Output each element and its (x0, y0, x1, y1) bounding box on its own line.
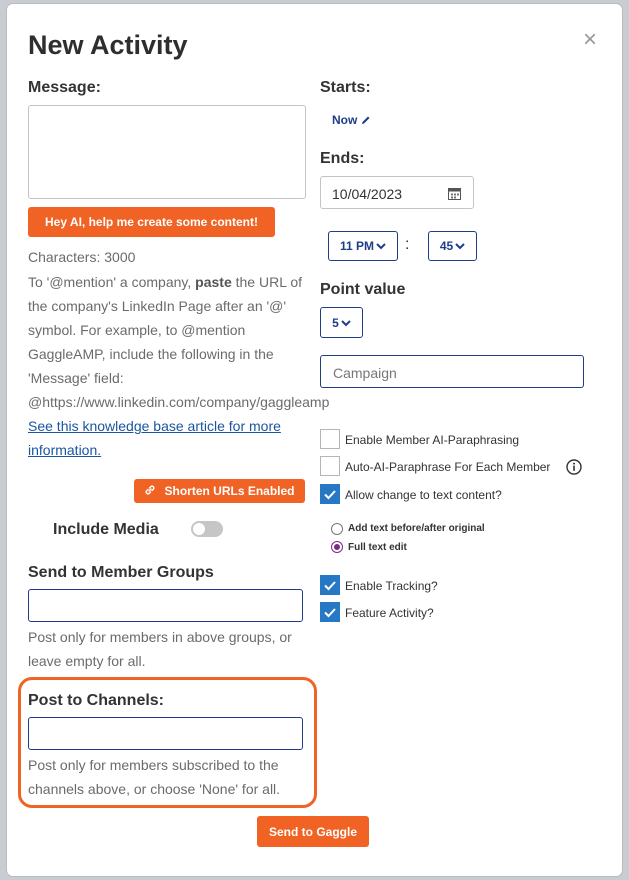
feature-label: Feature Activity? (345, 606, 434, 620)
time-separator: : (405, 236, 410, 253)
pencil-icon (361, 115, 371, 125)
mention-help: To '@mention' a company, paste the URL of the company's LinkedIn Page after an '@' symbol. For example, to @mention GaggleAMP, include the following in the 'Message' field: @https://www.linkedin.com/company/gaggleamp (28, 274, 330, 410)
tracking-checkbox[interactable] (320, 575, 340, 595)
member-groups-help: Post only for members in above groups, or leave empty for all. (28, 629, 292, 669)
calendar-icon (448, 187, 461, 200)
include-media-toggle[interactable] (191, 521, 223, 537)
radio-full-text-edit-label: Full text edit (348, 542, 407, 553)
chevron-down-icon (341, 319, 351, 327)
shorten-urls-button[interactable]: Shorten URLs Enabled (134, 479, 305, 503)
tracking-label: Enable Tracking? (345, 579, 438, 593)
characters-count: Characters: 3000 (28, 249, 136, 265)
new-activity-modal (7, 4, 622, 876)
radio-add-text[interactable] (331, 523, 343, 535)
allow-change-checkbox[interactable] (320, 484, 340, 504)
chevron-down-icon (455, 242, 465, 250)
include-media-label: Include Media (53, 521, 159, 538)
auto-paraphrase-checkbox[interactable] (320, 456, 340, 476)
point-value-label: Point value (320, 281, 406, 298)
message-label: Message: (28, 79, 101, 96)
campaign-input[interactable]: Campaign (320, 355, 584, 388)
chevron-down-icon (376, 242, 386, 250)
end-date-input[interactable]: 10/04/2023 (320, 176, 474, 209)
info-icon[interactable] (566, 459, 582, 475)
point-value-select[interactable]: 5 (320, 307, 363, 338)
ai-content-button[interactable]: Hey AI, help me create some content! (28, 207, 275, 237)
ends-label: Ends: (320, 150, 365, 167)
allow-change-label: Allow change to text content? (345, 488, 502, 502)
auto-paraphrase-label: Auto-AI-Paraphrase For Each Member (345, 460, 551, 474)
checkmark-icon (320, 575, 340, 595)
channels-label: Post to Channels: (28, 692, 165, 709)
starts-label: Starts: (320, 79, 371, 96)
channels-input[interactable] (28, 717, 303, 750)
checkmark-icon (320, 602, 340, 622)
close-icon[interactable]: × (583, 26, 598, 53)
link-icon (144, 484, 156, 499)
paraphrasing-checkbox[interactable] (320, 429, 340, 449)
starts-now-link[interactable]: Now (332, 113, 371, 127)
minute-select[interactable]: 45 (428, 231, 477, 261)
send-to-gaggle-button[interactable]: Send to Gaggle (257, 816, 369, 847)
message-textarea[interactable] (28, 105, 306, 199)
paraphrasing-label: Enable Member AI-Paraphrasing (345, 433, 520, 447)
member-groups-label: Send to Member Groups (28, 564, 214, 581)
radio-full-text-edit[interactable] (331, 541, 343, 553)
modal-title: New Activity (28, 30, 188, 60)
channels-help: Post only for members subscribed to the channels above, or choose 'None' for all. (28, 757, 281, 797)
checkmark-icon (320, 484, 340, 504)
feature-checkbox[interactable] (320, 602, 340, 622)
radio-add-text-label: Add text before/after original (348, 523, 485, 534)
hour-select[interactable]: 11 PM (328, 231, 398, 261)
knowledge-base-link[interactable]: See this knowledge base article for more information. (28, 418, 281, 458)
member-groups-input[interactable] (28, 589, 303, 622)
